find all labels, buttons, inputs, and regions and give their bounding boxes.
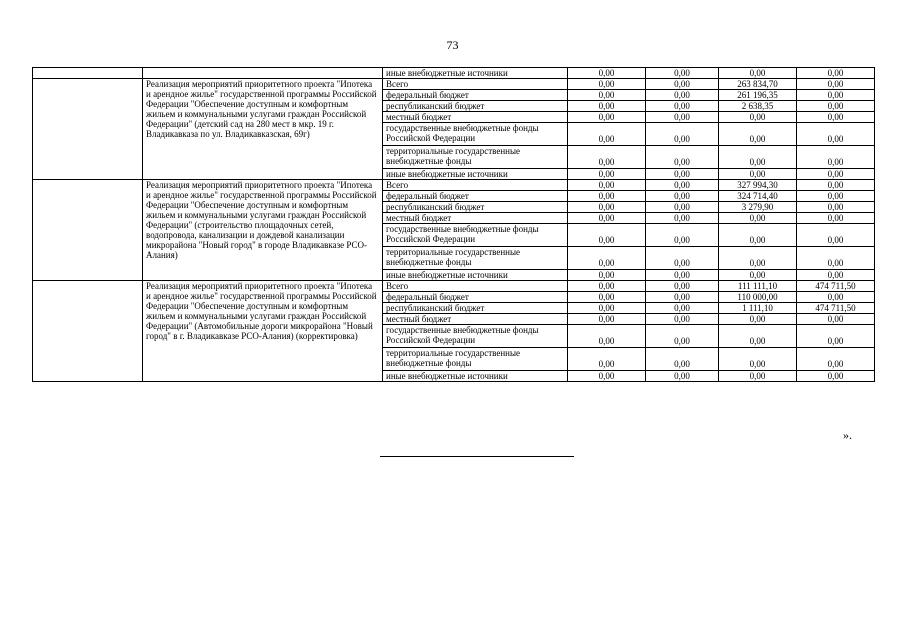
value-cell: 0,00 — [568, 213, 646, 224]
funding-source: территориальные государственные внебюджетные фонды — [383, 348, 568, 371]
funding-source: территориальные государственные внебюджетные фонды — [383, 146, 568, 169]
value-cell: 0,00 — [568, 325, 646, 348]
value-cell: 0,00 — [646, 247, 719, 270]
value-cell: 1 111,10 — [719, 303, 797, 314]
funding-source: федеральный бюджет — [383, 292, 568, 303]
value-cell: 0,00 — [797, 101, 875, 112]
value-cell: 0,00 — [646, 112, 719, 123]
funding-source: государственные внебюджетные фонды Российской Федерации — [383, 123, 568, 146]
funding-source: иные внебюджетные источники — [383, 371, 568, 382]
value-cell: 0,00 — [568, 281, 646, 292]
value-cell: 0,00 — [568, 79, 646, 90]
value-cell: 0,00 — [646, 146, 719, 169]
value-cell: 0,00 — [568, 191, 646, 202]
table-row — [33, 68, 875, 79]
empty-cell — [143, 68, 383, 79]
value-cell: 0,00 — [646, 292, 719, 303]
funding-source: иные внебюджетные источники — [383, 68, 568, 79]
value-cell: 0,00 — [719, 123, 797, 146]
value-cell: 0,00 — [719, 169, 797, 180]
value-cell: 0,00 — [797, 79, 875, 90]
value-cell: 0,00 — [797, 292, 875, 303]
value-cell: 0,00 — [797, 180, 875, 191]
value-cell: 0,00 — [646, 270, 719, 281]
value-cell: 0,00 — [646, 191, 719, 202]
value-cell: 0,00 — [568, 169, 646, 180]
value-cell: 263 834,70 — [719, 79, 797, 90]
value-cell: 0,00 — [646, 90, 719, 101]
value-cell: 0,00 — [797, 371, 875, 382]
funding-source: местный бюджет — [383, 112, 568, 123]
funding-source: федеральный бюджет — [383, 191, 568, 202]
empty-cell — [33, 79, 143, 180]
funding-source: территориальные государственные внебюджетные фонды — [383, 247, 568, 270]
value-cell: 0,00 — [797, 112, 875, 123]
value-cell: 0,00 — [568, 202, 646, 213]
value-cell: 0,00 — [646, 202, 719, 213]
value-cell: 0,00 — [646, 169, 719, 180]
value-cell: 110 000,00 — [719, 292, 797, 303]
budget-table — [32, 67, 875, 382]
value-cell: 0,00 — [568, 123, 646, 146]
value-cell: 0,00 — [568, 303, 646, 314]
table-row — [33, 180, 875, 191]
value-cell: 0,00 — [797, 247, 875, 270]
value-cell: 0,00 — [646, 371, 719, 382]
value-cell: 2 638,35 — [719, 101, 797, 112]
funding-source: Всего — [383, 79, 568, 90]
page-number: 73 — [446, 38, 459, 52]
funding-source: государственные внебюджетные фонды Российской Федерации — [383, 325, 568, 348]
closing-mark: ». — [843, 428, 852, 442]
value-cell: 0,00 — [719, 112, 797, 123]
value-cell: 0,00 — [797, 68, 875, 79]
value-cell: 0,00 — [719, 314, 797, 325]
value-cell: 0,00 — [719, 68, 797, 79]
value-cell: 0,00 — [719, 270, 797, 281]
funding-source: местный бюджет — [383, 314, 568, 325]
value-cell: 0,00 — [797, 325, 875, 348]
value-cell: 0,00 — [719, 247, 797, 270]
empty-cell — [33, 180, 143, 281]
value-cell: 324 714,40 — [719, 191, 797, 202]
funding-source: Всего — [383, 180, 568, 191]
value-cell: 0,00 — [646, 303, 719, 314]
value-cell: 0,00 — [797, 146, 875, 169]
value-cell: 0,00 — [646, 123, 719, 146]
value-cell: 0,00 — [568, 270, 646, 281]
value-cell: 0,00 — [719, 213, 797, 224]
value-cell: 0,00 — [719, 371, 797, 382]
projects-body — [33, 79, 875, 382]
value-cell: 0,00 — [568, 180, 646, 191]
value-cell: 0,00 — [568, 292, 646, 303]
value-cell: 0,00 — [797, 123, 875, 146]
funding-source: местный бюджет — [383, 213, 568, 224]
value-cell: 0,00 — [568, 371, 646, 382]
value-cell: 0,00 — [646, 68, 719, 79]
value-cell: 261 196,35 — [719, 90, 797, 101]
value-cell: 0,00 — [646, 101, 719, 112]
value-cell: 0,00 — [568, 314, 646, 325]
value-cell: 0,00 — [719, 146, 797, 169]
footer-rule — [380, 456, 574, 457]
value-cell: 0,00 — [646, 180, 719, 191]
value-cell: 0,00 — [797, 224, 875, 247]
value-cell: 0,00 — [568, 146, 646, 169]
value-cell: 0,00 — [568, 348, 646, 371]
value-cell: 0,00 — [568, 224, 646, 247]
funding-source: федеральный бюджет — [383, 90, 568, 101]
value-cell: 474 711,50 — [797, 281, 875, 292]
project-description: Реализация мероприятий приоритетного проекта "Ипотека и арендное жилье" государственной программы Российской Федерации "Обеспечение доступным и комфортным жильем и коммунальными услугами граждан Российской Федерации" (Автомобильные дороги микрорайона "Новый город" в г. Владикавказе РСО-Алания) (корректировка) — [143, 281, 383, 382]
value-cell: 0,00 — [797, 270, 875, 281]
funding-source: Всего — [383, 281, 568, 292]
value-cell: 0,00 — [719, 348, 797, 371]
value-cell: 327 994,30 — [719, 180, 797, 191]
value-cell: 0,00 — [797, 191, 875, 202]
value-cell: 0,00 — [797, 213, 875, 224]
project-description: Реализация мероприятий приоритетного проекта "Ипотека и арендное жилье" государственной программы Российской Федерации "Обеспечение доступным и комфортным жильем и коммунальными услугами граждан Российской Федерации" (детский сад на 280 мест в мкр. 19 г. Владикавказа по ул. Владикавказская, 69г) — [143, 79, 383, 180]
value-cell: 0,00 — [568, 247, 646, 270]
funding-source: республиканский бюджет — [383, 101, 568, 112]
value-cell: 0,00 — [646, 314, 719, 325]
table-row — [33, 281, 875, 292]
value-cell: 0,00 — [797, 169, 875, 180]
value-cell: 0,00 — [646, 213, 719, 224]
value-cell: 0,00 — [719, 325, 797, 348]
value-cell: 0,00 — [797, 202, 875, 213]
value-cell: 0,00 — [568, 90, 646, 101]
value-cell: 3 279,90 — [719, 202, 797, 213]
value-cell: 0,00 — [797, 348, 875, 371]
value-cell: 0,00 — [568, 112, 646, 123]
value-cell: 474 711,50 — [797, 303, 875, 314]
table-row — [33, 79, 875, 90]
value-cell: 0,00 — [719, 224, 797, 247]
value-cell: 0,00 — [568, 68, 646, 79]
value-cell: 111 111,10 — [719, 281, 797, 292]
value-cell: 0,00 — [797, 90, 875, 101]
funding-source: республиканский бюджет — [383, 303, 568, 314]
value-cell: 0,00 — [646, 348, 719, 371]
value-cell: 0,00 — [646, 325, 719, 348]
project-description: Реализация мероприятий приоритетного проекта "Ипотека и арендное жилье" государственной программы Российской Федерации "Обеспечение доступным и комфортным жильем и коммунальными услугами граждан Российской Федерации" (строительство площадочных сетей, водопровода, канализации и дождевой канализации микрорайона "Новый город" в городе Владикавказе РСО-Алания) — [143, 180, 383, 281]
funding-source: государственные внебюджетные фонды Российской Федерации — [383, 224, 568, 247]
value-cell: 0,00 — [646, 79, 719, 90]
funding-source: республиканский бюджет — [383, 202, 568, 213]
value-cell: 0,00 — [646, 281, 719, 292]
funding-source: иные внебюджетные источники — [383, 169, 568, 180]
value-cell: 0,00 — [568, 101, 646, 112]
value-cell: 0,00 — [797, 314, 875, 325]
empty-cell — [33, 281, 143, 382]
empty-cell — [33, 68, 143, 79]
funding-source: иные внебюджетные источники — [383, 270, 568, 281]
value-cell: 0,00 — [646, 224, 719, 247]
